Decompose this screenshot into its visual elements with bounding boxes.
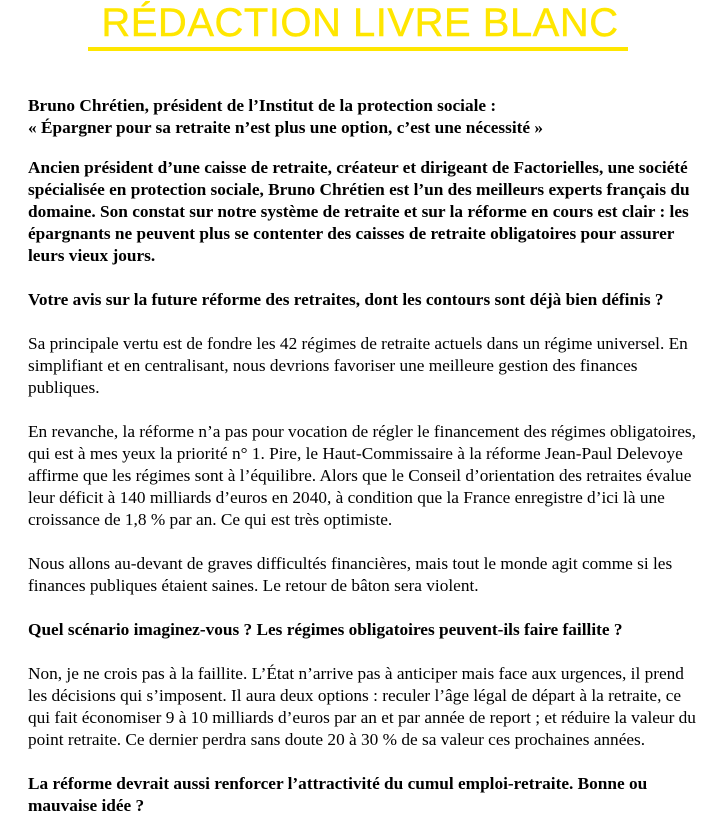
question-1: Votre avis sur la future réforme des retraites, dont les contours sont déjà bien définis ? [28,290,664,309]
article-body [28,95,700,817]
headline-quote: « Épargner pour sa retraite n’est plus une option, c’est une nécessité » [28,118,544,137]
intro-paragraph: Ancien président d’une caisse de retraite, créateur et dirigeant de Factorielles, une société spécialisée en protection sociale, Bruno Chrétien est l’un des meilleurs experts français du domaine. Son constat sur notre système de retraite et sur la réforme en cours est clair : les épargnants ne peuvent plus se contenter des caisses de retraite obligatoires pour assurer leurs vieux jours. [28,158,690,265]
answer-1-paragraph-1: Sa principale vertu est de fondre les 42 régimes de retraite actuels dans un régime universel. En simplifiant et en centralisant, nous devrions favoriser une meilleure gestion des finances publiques. [28,334,688,397]
answer-1-paragraph-2: En revanche, la réforme n’a pas pour vocation de régler le financement des régimes obligatoires, qui est à mes yeux la priorité n° 1. Pire, le Haut-Commissaire à la réforme Jean-Paul Delevoye affirme que les régimes sont à l’équilibre. Alors que le Conseil d’orientation des retraites évalue leur déficit à 140 milliards d’euros en 2040, à condition que la France enregistre d’ici là une croissance de 1,8 % par an. Ce qui est très optimiste. [28,422,696,529]
question-2: Quel scénario imaginez-vous ? Les régimes obligatoires peuvent-ils faire faillite ? [28,620,623,639]
author-line: Bruno Chrétien, président de l’Institut de la protection sociale : [28,96,497,115]
answer-1-paragraph-3: Nous allons au-devant de graves difficultés financières, mais tout le monde agit comme si les finances publiques étaient saines. Le retour de bâton sera violent. [28,554,673,595]
banner-title: RÉDACTION LIVRE BLANC [101,1,619,45]
answer-2-paragraph-1: Non, je ne crois pas à la faillite. L’État n’arrive pas à anticiper mais face aux urgences, il prend les décisions qui s’imposent. Il aura deux options : reculer l’âge légal de départ à la retraite, ce qui fait économiser 9 à 10 milliards d’euros par an et par année de report ; et réduire la valeur du point retraite. Ce dernier perdra sans doute 20 à 30 % de sa valeur ces prochaines années. [28,664,696,749]
banner [0,0,720,62]
question-3: La réforme devrait aussi renforcer l’attractivité du cumul emploi-retraite. Bonne ou mauvaise idée ? [28,774,648,815]
banner-underline [88,47,628,51]
